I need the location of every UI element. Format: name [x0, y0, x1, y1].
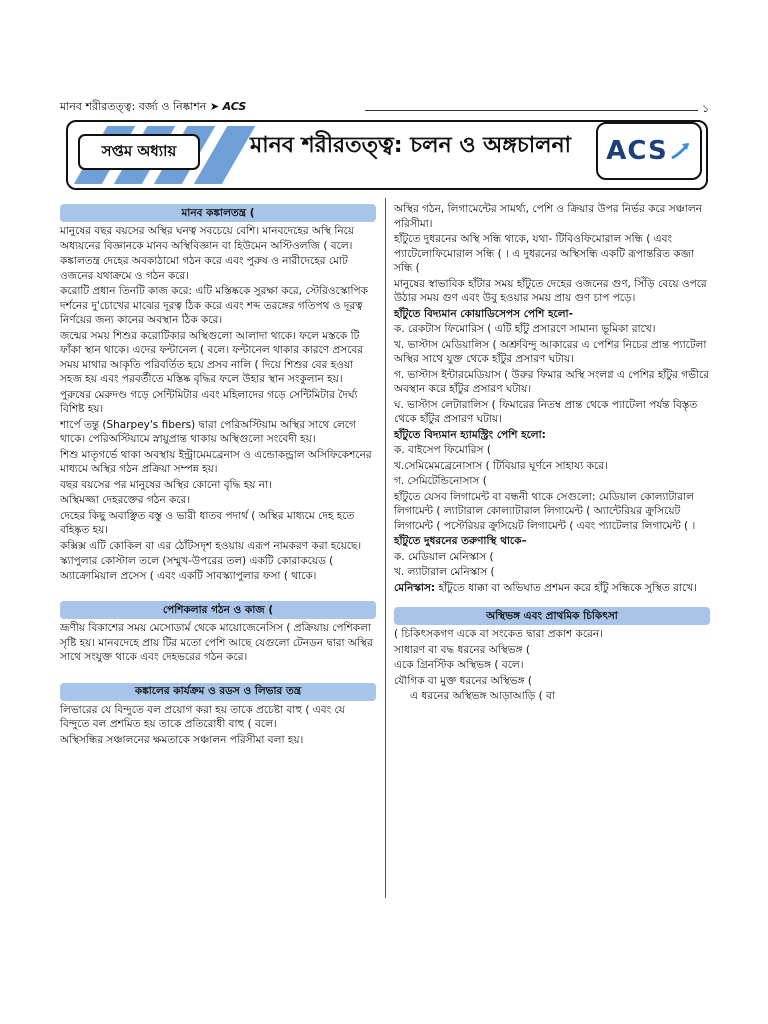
subheading-text: হাঁটুতে বিদ্যমান হ্যামস্ট্রিং পেশি হলো: — [394, 428, 546, 441]
paragraph: মানুষের স্বাভাবিক হাঁটার সময় হাঁটুতে দেহের ওজনের গুণ, সিঁড়ি বেয়ে ওপরে উঠার সময় গুণ এবং উবু হওয়ার সময় প্রায় গুণ চাপ পড়ে। — [394, 277, 707, 304]
section-bar-skeleton: মানব কঙ্কালতন্ত্র ( — [60, 204, 376, 222]
section-bar-fracture: অস্থিভঙ্গ এবং প্রাথমিক চিকিৎসা — [394, 607, 710, 625]
running-header-text: মানব শরীরতত্ত্ব: বর্জ্য ও নিষ্কাশন ➤ — [60, 100, 220, 113]
paragraph: শিশু মাতৃগর্ভে থাকা অবস্থায় ইন্ট্রামেমব্রেনাস ও এন্ডোকন্ড্রাল অসিফিকেশনের মাধ্যমে অস্থির গঠন প্রক্রিয়া সম্পন্ন হয়। — [60, 448, 372, 475]
paragraph: বছর বয়সের পর মানুষের অস্থির কোনো বৃদ্ধি হয় না। — [60, 478, 272, 491]
subheading-text: হাঁটুতে দুধরনের তরুণাস্থি থাকে– — [394, 535, 527, 547]
paragraph: কঙ্কালতন্ত্র দেহের অবকাঠামো গঠন করে এবং পুরুষ ও নারীদেহের মোট ওজনের যথাক্রমে ও গঠন করে। — [60, 255, 348, 282]
list-item: খ.সেমিমেমব্রেনোসাস ( টিবিয়ার ঘূর্ণনে সাহায্য করে। — [394, 459, 608, 472]
paragraph: ভ্রূণীয় বিকাশের সময় মেসোডার্ম থেকে মায়োজেনেসিস ( প্রক্রিয়ায় পেশিকলা সৃষ্টি হয়। মানবদেহে প্রায় টির মতো পেশি আছে যেগুলো টেনডন দ্বারা অস্থির সাথে সংযুক্ত থাকে এবং দেহভরের গঠন করে। — [60, 622, 373, 663]
paragraph: এ ধরনের অস্থিভঙ্গ আড়াআড়ি ( বা — [410, 690, 555, 702]
logo-text: ACS — [606, 136, 668, 166]
paragraph: দেহের কিছু অবাঞ্ছিত বস্তু ও ভারী ধাতব পদার্থ ( অস্থির মাধ্যমে দেহ হতে বহিষ্কৃত হয়। — [60, 509, 355, 536]
paragraph: স্ক্যাপুলার কোস্টাল তলে (সম্মুখ-উপরের তল) একটি কোরাকয়েড ( অ্যাক্রোমিয়াল প্রসেস ( এবং একটি সাবস্ক্যাপুলার ফসা ( থাকে। — [60, 555, 334, 582]
page-title: মানব শরীরতত্ত্ব: চলন ও অঙ্গচালনা — [250, 133, 571, 158]
paragraph: হাঁটুতে যেসব লিগামেন্ট বা বন্ধনী থাকে সেগুলো: মেডিয়াল কোল্যাটারাল লিগামেন্ট ( ল্যাটারাল কোল্যাটারাল লিগামেন্ট ( অ্যান্টেরিয়র ক্রুসিয়েট লিগামেন্ট ( পস্টেরিয়র ক্রুসিয়েট লিগামেন্ট ( এবং প্যাটেলার লিগামেন্ট ( । — [394, 490, 696, 532]
right-column — [394, 202, 710, 705]
paragraph: শার্পে তন্তু (Sharpey's fibers) দ্বারা পেরিঅস্টিয়াম অস্থির সাথে লেগে থাকে। পেরিঅস্টিয়ামে স্নায়ুপ্রান্ত থাকায় অস্থিগুলো সংবেদী হয়। — [60, 418, 356, 445]
paragraph: জন্মের সময় শিশুর করোটিকার অস্থিগুলো আলাদা থাকে। ফলে মস্তকে টি ফাঁকা স্থান থাকে। এদের ফন্টানেল ( বলে। ফন্টানেল থাকার কারণে প্রসবের সময় মাথার আকৃতি পরিবর্তিত হয়ে প্রসব নালি ( দিয়ে শিশুর বের হওয়া সহজ হয় এবং পরবর্তীতে মস্তিষ্ক বৃদ্ধির ফলে উহার স্থান সংকুলান হয়। — [60, 329, 364, 385]
page-number: ১ — [702, 102, 710, 115]
list-item: খ. ল্যাটারাল মেনিস্কাস ( — [394, 566, 495, 578]
paragraph: অস্থির গঠন, লিগামেন্টের সামর্থ্য, পেশি ও ক্রিয়ার উপর নির্ভর করে সঞ্চালন পরিসীমা। — [394, 203, 703, 230]
paragraph: লিভারের যে বিন্দুতে বল প্রয়োগ করা হয় তাকে প্রচেষ্টা বাহু ( এবং যে বিন্দুতে বল প্রশমিত হয় তাকে প্রতিরোধী বাহু ( বলে। — [60, 703, 345, 730]
paragraph — [394, 581, 710, 596]
paragraph: কক্সিক্স এটি কোকিল বা এর ঠোঁটসদৃশ হওয়ায় এরূপ নামকরণ করা হয়েছে। — [60, 539, 362, 552]
list-item: ক. বাইসেপ ফিমোরিস ( — [394, 444, 491, 456]
list-item: গ. ভাস্টাস ইন্টারমেডিয়াস ( উরুর ফিমার অস্থি সংলগ্ন এ পেশির হাঁটুর গভীরে অবস্থান করে হাঁটুর প্রসারণ ঘটায়। — [394, 368, 710, 395]
paragraph: অস্থিসন্ধির সঞ্চালনের ক্ষমতাকে সঞ্চালন পরিসীমা বলা হয়। — [60, 733, 304, 746]
term-label: মেনিস্কাস: — [394, 581, 436, 594]
subheading — [394, 307, 710, 322]
list-item: গ. সেমিটেন্ডিনোসাস ( — [394, 475, 487, 487]
paragraph: পুরুষের মেরুদণ্ড গড়ে সেন্টিমিটার এবং মহিলাদের গড়ে সেন্টিমিটার দৈর্ঘ্য বিশিষ্ট হয়। — [60, 388, 358, 415]
left-column — [60, 204, 376, 748]
subheading — [394, 534, 710, 549]
term-text: হাঁটুতে ধাক্কা বা অভিঘাত প্রশমন করে হাঁটু সন্ধিকে সুস্থিত রাখে। — [438, 581, 697, 594]
subheading-text: হাঁটুতে বিদ্যমান কোয়াডিসেপস পেশি হলো- — [394, 307, 573, 320]
paragraph: করোটি প্রধান তিনটি কাজ করে: এটি মস্তিষ্ককে সুরক্ষা করে, স্টেরিওস্কোপিক দর্শনের দু'চোখের মাঝের দূরত্ব ঠিক করে এবং শব্দ তরঙ্গের গতিপথ ও দূরত্ব নির্ণয়ের জন্য কানের অবস্থান ঠিক করে। — [60, 285, 368, 326]
paragraph: যৌগিক বা মুক্ত ধরনের অস্থিভঙ্গ ( — [394, 674, 533, 687]
paragraph: সাধারণ বা বদ্ধ ধরনের অস্থিভঙ্গ ( — [394, 643, 531, 656]
paragraph: মানুষের বছর বয়সের অস্থির ঘনত্ব সবচেয়ে বেশি। মানবদেহের অস্থি নিয়ে অধ্যয়নের বিজ্ঞানকে মানব অস্থিবিজ্ঞান বা হিউমেন অস্টিওলজি ( বলে। — [60, 225, 355, 252]
column-divider — [385, 198, 386, 898]
arrow-icon — [670, 140, 692, 162]
list-item: ক. রেকটাস ফিমোরিস ( এটি হাঁটু প্রসারণে সামান্য ভূমিকা রাখে। — [394, 323, 656, 335]
header-rule — [365, 110, 698, 111]
list-item: খ. ভাস্টাস মেডিয়ালিস ( অশ্রুবিন্দু আকারের এ পেশির নিচের প্রান্ত প্যাটেলা অস্থির সাথে যুক্ত থেকে হাঁটুর প্রসারণ ঘটায়। — [394, 338, 707, 365]
paragraph: ( চিকিৎসকগণ একে বা সংকেত দ্বারা প্রকাশ করেন। — [394, 628, 603, 640]
chapter-banner — [66, 120, 708, 190]
paragraph: একে গ্রিনস্টিক অস্থিভঙ্গ ( বলে। — [394, 659, 524, 671]
running-header-brand: ACS — [222, 100, 247, 113]
chapter-label: সপ্তম অধ্যায় — [78, 134, 200, 170]
paragraph: হাঁটুতে দুধরনের অস্থি সন্ধি থাকে, যথা- টিবিওফিমোরাল সন্ধি ( এবং প্যাটেলোফিমোরাল সন্ধি ( । এ দুধরনের অস্থিসন্ধি একটি রূপান্তরিত কব্জা সন্ধি ( — [394, 233, 695, 274]
acs-logo — [596, 122, 702, 180]
subheading — [394, 428, 710, 443]
section-bar-muscle: পেশিকলার গঠন ও কাজ ( — [60, 601, 376, 619]
list-item: ঘ. ভাস্টাস লেটারালিস ( ফিমারের নিতম্ব প্রান্ত থেকে প্যাটেলা পর্যন্ত বিস্তৃত থেকে হাঁটুর প্রসারণ ঘটায়। — [394, 398, 698, 425]
running-header — [60, 98, 246, 117]
section-bar-lever: কঙ্কালের কার্যক্রম ও রডস ও লিভার তন্ত্র — [60, 683, 376, 701]
list-item: ক. মেডিয়াল মেনিস্কাস ( — [394, 550, 494, 563]
paragraph: অস্থিমজ্জা দেহরক্তের গঠন করে। — [60, 494, 191, 506]
